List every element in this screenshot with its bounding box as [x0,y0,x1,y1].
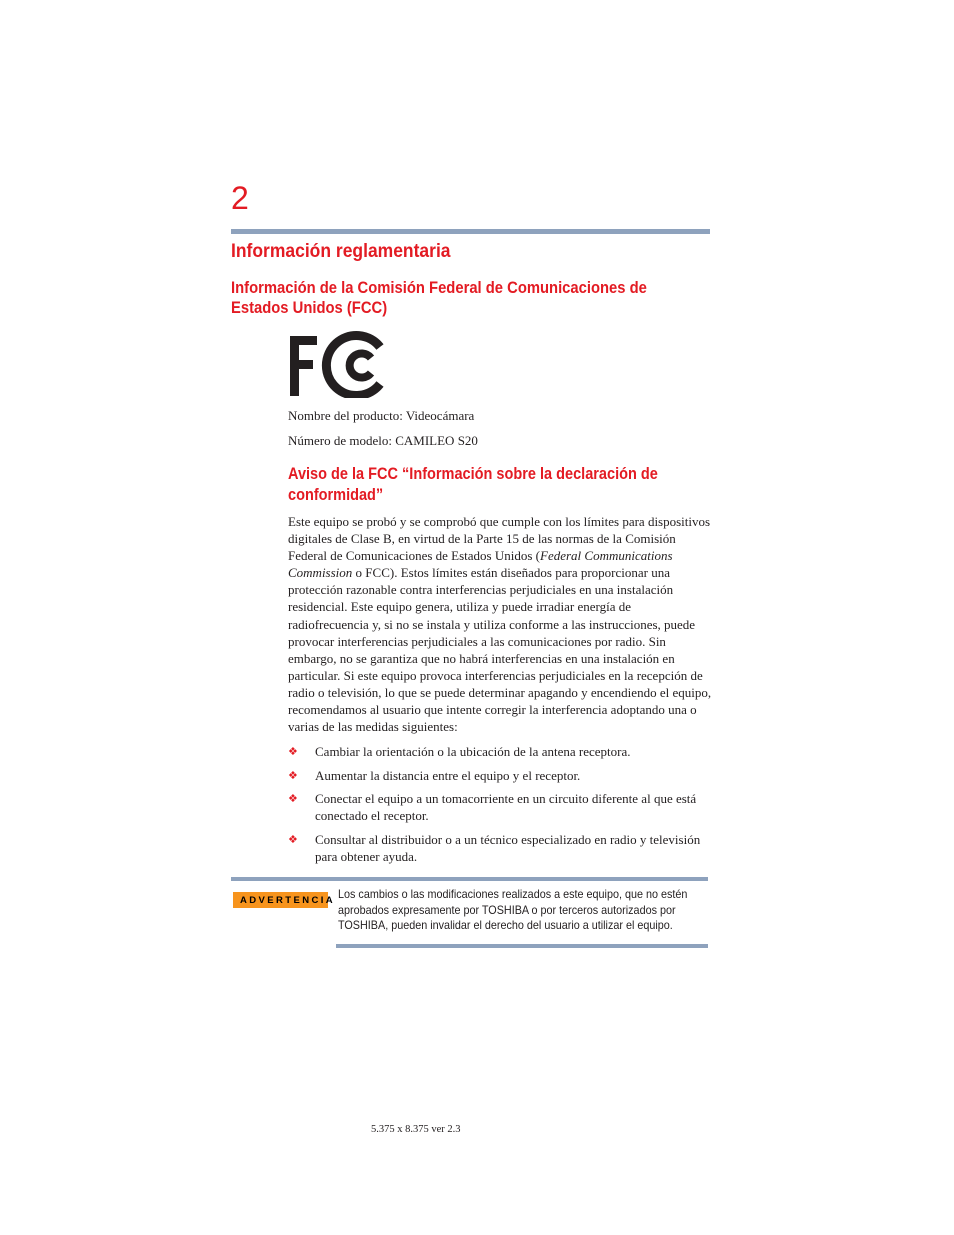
list-item [288,831,713,865]
warning-text: Los cambios o las modificaciones realizados a este equipo, que no estén aprobados expresamente por TOSHIBA o por terceros autorizados por TOSHIBA, pueden invalidar el derecho del usuario a utilizar el equipo. [338,887,688,932]
list-item-text: Aumentar la distancia entre el equipo y el receptor. [315,767,581,783]
page-number: 2 [231,180,249,216]
fcc-notice-paragraph [288,513,713,735]
list-item-text: Conectar el equipo a un tomacorriente en un circuito diferente al que está conectado el receptor. [315,791,697,823]
diamond-bullet-icon: ❖ [288,768,298,782]
diamond-bullet-icon: ❖ [288,832,298,846]
warning-badge [233,892,336,908]
warning-rule-top [231,877,708,881]
measures-list [288,743,713,871]
paragraph-italic-term: Federal Communications Commission [288,548,673,581]
top-rule [231,229,710,234]
fcc-logo-icon [287,330,387,398]
list-item [288,743,713,760]
list-item [288,767,713,784]
model-number: Número de modelo: CAMILEO S20 [288,433,478,448]
paragraph-text-start: Este equipo se probó y se comprobó que cumple con los límites para dispositivos digitales de Clase B, en virtud de la Parte 15 de las normas de la Comisión Federal de Comunicaciones de Estados Unidos ( [288,514,711,564]
diamond-bullet-icon: ❖ [288,792,298,805]
warning-rule-bottom [336,944,708,948]
fcc-notice-title: Aviso de la FCC “Información sobre la declaración de conformidad” [288,465,658,504]
subsection-title: Información de la Comisión Federal de Comunicaciones de Estados Unidos (FCC) [231,278,647,317]
list-item-text: Cambiar la orientación o la ubicación de la antena receptora. [315,744,631,759]
section-title: Información reglamentaria [231,241,451,262]
product-name: Nombre del producto: Videocámara [288,408,475,423]
list-item-text: Consultar al distribuidor o a un técnico especializado en radio y televisión para obtener ayuda. [315,831,701,864]
diamond-bullet-icon: ❖ [288,745,298,758]
list-item [288,790,713,824]
warning-badge-label: ADVERTENCIA [240,894,336,906]
page-spec-footer: 5.375 x 8.375 ver 2.3 [371,1124,461,1135]
paragraph-text-end: o FCC). Estos límites están diseñados para proporcionar una protección razonable contra interferencias perjudiciales en una instalación residencial. Este equipo genera, utiliza y puede irradiar energía de radiofrecuencia y, si no se instala y utiliza conforme a las instrucciones, puede provocar interferencias perjudiciales a las comunicaciones por radio. Sin embargo, no se garantiza que no habrá interferencias en una instalación en particular. Si este equipo provoca interferencias perjudiciales en la recepción de radio o televisión, lo que se puede determinar apagando y encendiendo el equipo, recomendamos al usuario que intente corregir la interferencia adoptando una o varias de las medidas siguientes: [288,565,712,735]
